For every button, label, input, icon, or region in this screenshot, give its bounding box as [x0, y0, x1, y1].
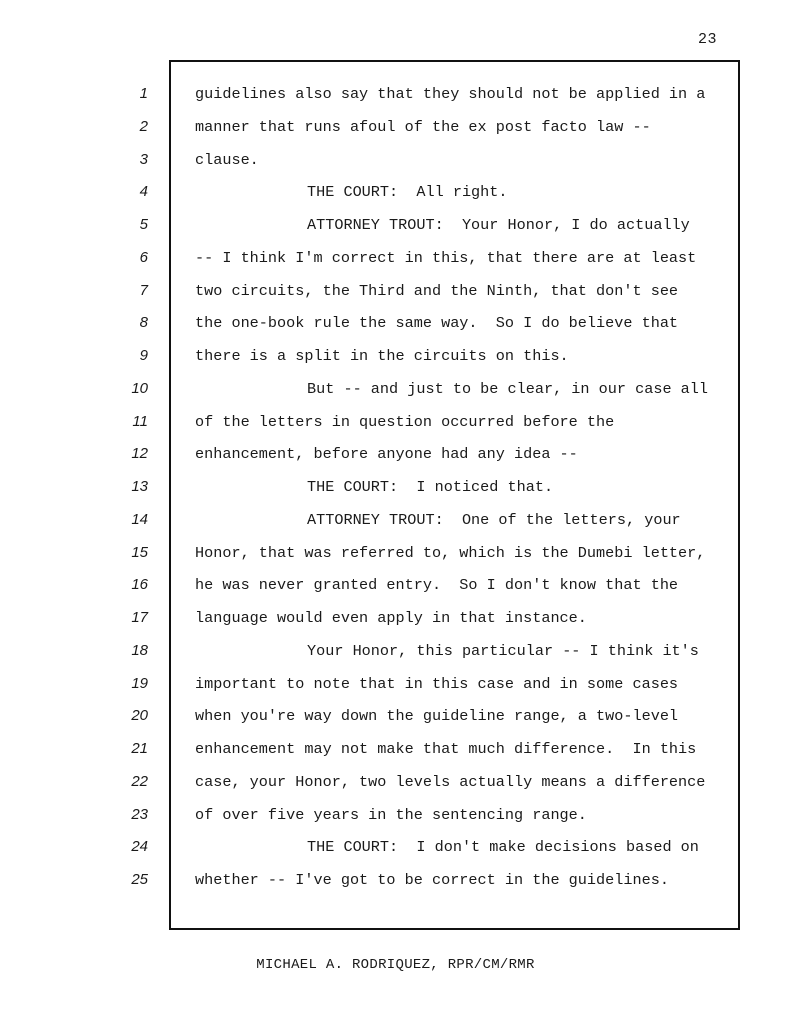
line-number: 23	[131, 805, 148, 823]
line-number: 19	[131, 674, 148, 692]
transcript-line: he was never granted entry. So I don't know that the	[195, 576, 679, 595]
line-number: 7	[139, 281, 148, 299]
transcript-line: manner that runs afoul of the ex post facto law --	[195, 117, 651, 136]
transcript-line: guidelines also say that they should not be applied in a	[195, 85, 706, 103]
line-number: 3	[139, 150, 148, 168]
line-number: 8	[139, 314, 148, 332]
transcript-line: But -- and just to be clear, in our case all	[307, 379, 709, 398]
transcript-line: enhancement may not make that much difference. In this	[195, 740, 697, 758]
line-number: 24	[131, 838, 148, 856]
line-number: 6	[139, 248, 148, 266]
transcript-line: whether -- I've got to be correct in the guidelines.	[195, 871, 669, 889]
line-number: 16	[131, 576, 148, 594]
line-number: 1	[139, 85, 148, 102]
line-number: 2	[139, 117, 148, 135]
transcript-line: of the letters in question occurred before the	[195, 412, 615, 431]
line-number-column	[108, 78, 148, 897]
transcript-line: ATTORNEY TROUT: One of the letters, your	[307, 510, 681, 529]
transcript-line: THE COURT: All right.	[307, 183, 508, 202]
line-number: 9	[139, 347, 148, 364]
line-number: 15	[131, 543, 148, 561]
transcript-line: case, your Honor, two levels actually means a difference	[195, 772, 706, 791]
line-number: 5	[139, 216, 148, 233]
transcript-line: -- I think I'm correct in this, that there are at least	[195, 248, 697, 267]
line-number: 22	[131, 772, 148, 790]
transcript-line: THE COURT: I don't make decisions based on	[307, 838, 699, 857]
transcript-line: clause.	[195, 150, 259, 169]
transcript-line: language would even apply in that instance.	[195, 609, 587, 627]
line-number: 18	[131, 641, 148, 659]
line-number: 10	[131, 379, 148, 397]
line-number: 25	[131, 871, 148, 888]
transcript-line: when you're way down the guideline range, a two-level	[195, 707, 679, 726]
transcript-line: two circuits, the Third and the Ninth, that don't see	[195, 281, 679, 300]
line-number: 20	[131, 707, 148, 725]
transcript-line: important to note that in this case and in some cases	[195, 674, 679, 693]
line-number: 17	[131, 609, 148, 626]
line-number: 14	[131, 510, 148, 528]
transcript-text	[195, 78, 735, 897]
transcript-line: there is a split in the circuits on this.	[195, 347, 569, 365]
transcript-line: of over five years in the sentencing range.	[195, 805, 587, 824]
transcript-line: enhancement, before anyone had any idea --	[195, 445, 578, 464]
transcript-line: Honor, that was referred to, which is the Dumebi letter,	[195, 543, 706, 562]
transcript-line: the one-book rule the same way. So I do believe that	[195, 314, 679, 333]
line-number: 11	[132, 412, 148, 430]
line-number: 21	[131, 740, 148, 757]
line-number: 12	[131, 445, 148, 463]
transcript-line: Your Honor, this particular -- I think it's	[307, 641, 699, 660]
transcript-line: THE COURT: I noticed that.	[307, 478, 554, 496]
page-number: 23	[697, 31, 717, 48]
line-number: 13	[131, 478, 148, 495]
reporter-footer: MICHAEL A. RODRIQUEZ, RPR/CM/RMR	[256, 957, 535, 973]
line-number: 4	[139, 183, 148, 201]
transcript-line: ATTORNEY TROUT: Your Honor, I do actually	[307, 216, 690, 234]
